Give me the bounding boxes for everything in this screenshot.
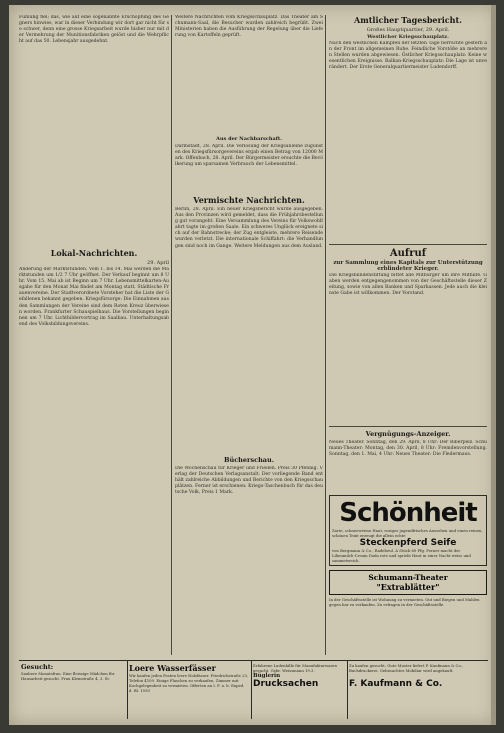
lokal-date: 29. April (147, 260, 169, 266)
ad-title: Loere Wasserfässer (129, 663, 216, 673)
ad-title: F. Kaufmann & Co. (349, 679, 443, 689)
divider (329, 244, 487, 245)
left-column (19, 15, 169, 629)
schumann-sub: "Extrablätter" (376, 582, 440, 592)
aufruf-heading: Aufruf (389, 248, 427, 259)
bottom-note: In der Geschäftsstelle ist Wohnung zu vermieten. Gut und Biegen und Mahlen gegen bar zu verkaufen. Zu erfragen in der Geschäftsstelle. (329, 597, 480, 607)
column-divider (171, 15, 172, 655)
ad-text: Saubere Monatsfrau. Eine fleissige Mädchen für Hausarbeit gesucht. Frau Kleinstraße 4, 3. St. (21, 671, 115, 681)
vermischte-text: Berlin, 28. April. Ein neuer Kriegsbericht wurde ausgegeben. Aus den Provinzen wird gemeldet, dass die Frühjahrsbestellung gut vorangeht. Eine Versammlung des Vereins für Volkswohlfahrt tagte im großen Saale. Ein schweres Unglück ereignete sich auf der Bahnstrecke; der Zug entgleiste, mehrere Reisende wurden verletzt. Die internationale Schiffahrt: die Verhandlungen sind noch im Gange. Weitere Meldungen aus dem Ausland. (175, 207, 323, 249)
schoenheit-ad (329, 495, 487, 566)
ad-wasserfaesser (127, 661, 252, 719)
ad-title: Büglerin (253, 673, 281, 679)
ad-text: Erfahrene Ladenhilfe für Manufakturwaren gesucht. Gebr. Weissmann 19.3. (253, 663, 337, 673)
tagesbericht-text: Nach den westlichen Kämpfen der letzten Tage herrschte gestern an der Front im allgemeinen Ruhe. Feindliche Vorstöße an mehreren Stellen wurden abgewiesen. Östlicher Kriegsschauplatz: Keine wesentlichen Ereignisse. Balkan-Kriegsschauplatz: Die Lage ist unverändert. Der Erste Generalquartiermeister Ludendorff. (329, 41, 487, 71)
ad-kaufmann (347, 661, 489, 719)
vermischte-heading: Vermischte Nachrichten. (193, 195, 305, 205)
ad-text: Zu kaufen gesucht. Gute Muster liefert F. Kaufmann & Co., Buchdruckerei. Gebrauchtes Mobiliar wird angekauft. (349, 663, 464, 673)
vergnuegungs-text: Neues Theater. Sonntag, den 29. April, 8 Uhr: Der Biberpelz. Schumann-Theater: Montag, den 30. April, 8 Uhr: Fremdenvorstellung. Sonntag, den 1. Mai, 4 Uhr: Neues Theater: Die Fledermaus. (329, 440, 487, 458)
ad-drucksachen (251, 661, 348, 719)
middle-column (175, 15, 323, 598)
schoenheit-text: Zarte, schneeweisse Haut, rosiges jugendfrisches Aussehen und einen reinen, schönen Teint erzeugt die allein echte (332, 528, 483, 538)
ad-gesucht (19, 661, 128, 719)
newspaper-page (9, 5, 496, 725)
ad-title: Gesucht: (21, 663, 54, 671)
ad-text: Wir kaufen jeden Posten leere Holzfässer. Friedrichstraße 23, Telefon 4109. Einige Flaschen zu verkaufen. Zimmer mit Kochgelegenheit zu vermieten. Offerten an I. F. a. b. Exped. d. Bl. 1593 (129, 673, 249, 693)
right-column (329, 15, 487, 607)
classified-ads (19, 660, 488, 719)
tagesbericht-place: Großes Hauptquartier, 29. April. (366, 27, 450, 33)
schumann-title: Schumann-Theater (368, 573, 448, 582)
buecherschau-heading: Bücherschau. (223, 456, 274, 464)
vergnuegungs-heading: Vergnügungs-Anzeiger. (365, 430, 451, 438)
schumann-theater-ad (329, 570, 487, 595)
nachbarschaft-text: Darmstadt, 28. April. Die Verlosung der Kriegsanleihe zugunsten des Kriegsfürsorgevereins ergab einen Betrag von 12000 Mark. Offenbach, 28. April. Der Bürgermeister ersuchte die Bevölkerung um sparsamen Verbrauch der Lebensmittel. (175, 144, 323, 168)
article-text: Weitere Nachrichten vom Kriegsschauplatz. Das Theater am Schumann-Saal, die Besucher wurden zahlreich begrüßt. Zwei Ministerien haben die Ausführung der Regelung über die Lieferung von Kartoffeln geprüft. (175, 15, 323, 39)
column-divider (325, 15, 326, 655)
steckenpferd-title: Steckenpferd Seife (359, 538, 457, 548)
aufruf-sub: zur Sammlung eines Kapitals zur Unterstützung erblindeter Krieger. (333, 260, 483, 272)
article-text: Fühlung fiel; das, wie auf eine sogenannte Erschöpfung des Gegners hinwies, war in dieser Verbindung wir dort gar nicht für so schwer, denn eine grosse Kriegsarbeit wurde bisher nur mit der Vermehrung der Munitionsfabriken gelöst und die Wehrpflicht auf das 50. Lebensjahr ausgedehnt. (19, 15, 169, 45)
nachbarschaft-heading: Aus der Nachbarschaft. (216, 136, 282, 142)
schoenheit-title: Schönheit (339, 498, 477, 528)
lokal-nachrichten-heading: Lokal-Nachrichten. (50, 248, 138, 258)
aufruf-text: Die Kriegsblindenstiftung bittet alle Mitbürger um ihre Mithilfe. Gaben werden entgegengenommen von der Geschäftsstelle dieser Zeitung, sowie von allen Banken und Sparkassen. Jede auch die kleinste Gabe ist willkommen. Der Vorstand. (329, 273, 487, 297)
steckenpferd-sub: von Bergmann & Co., Radebeul. À Stück 60 Pfg. Ferner macht der Lilienmilch-Cream Dada rote und spröde Haut in einer Nacht weiss und sammetweich. (332, 548, 471, 563)
tagesbericht-heading: Amtlicher Tagesbericht. (354, 15, 462, 25)
ad-big: Drucksachen (253, 679, 319, 689)
tagesbericht-sub: Westlicher Kriegsschauplatz. (367, 34, 449, 40)
lokal-text: Änderung der Marktstunden. Vom 1. bis 14. Mai werden die Marktstunden um 1/2 7 Uhr geöffnet. Der Verkauf beginnt um 8 Uhr. Vom 15. Mai ab ist Beginn um 7 Uhr. Lebensmittelkarten-Ausgabe für den Monat Mai findet am Montag statt. Städtische Frauenvereine. Der Stadtverordnete Vorsteher hat die Liste der Gefallenen bekannt gegeben. Kriegsfürsorge: Die Einnahmen aus den Sammlungen der Vereine sind dem Roten Kreuz überwiesen worden. Frankfurter Schauspielhaus. Die Vorstellungen beginnen um 7 Uhr. Lichtbildervortrag im Saalbau. Unterhaltungsabend des Volksbildungsvereins. (19, 267, 169, 327)
buecherschau-text: Die Wochenschau für Krieger und Frieden. Preis 30 Pfennig. Verlag der Deutschen Verlagsanstalt. Der vorliegende Band enthält zahlreiche Abbildungen und Berichte von den Kriegsschauplätzen. Ferner ist erschienen: Kriegs-Taschenbuch für das deutsche Volk, Preis 1 Mark. (175, 466, 323, 496)
divider (329, 426, 487, 427)
page-edge (491, 5, 496, 725)
